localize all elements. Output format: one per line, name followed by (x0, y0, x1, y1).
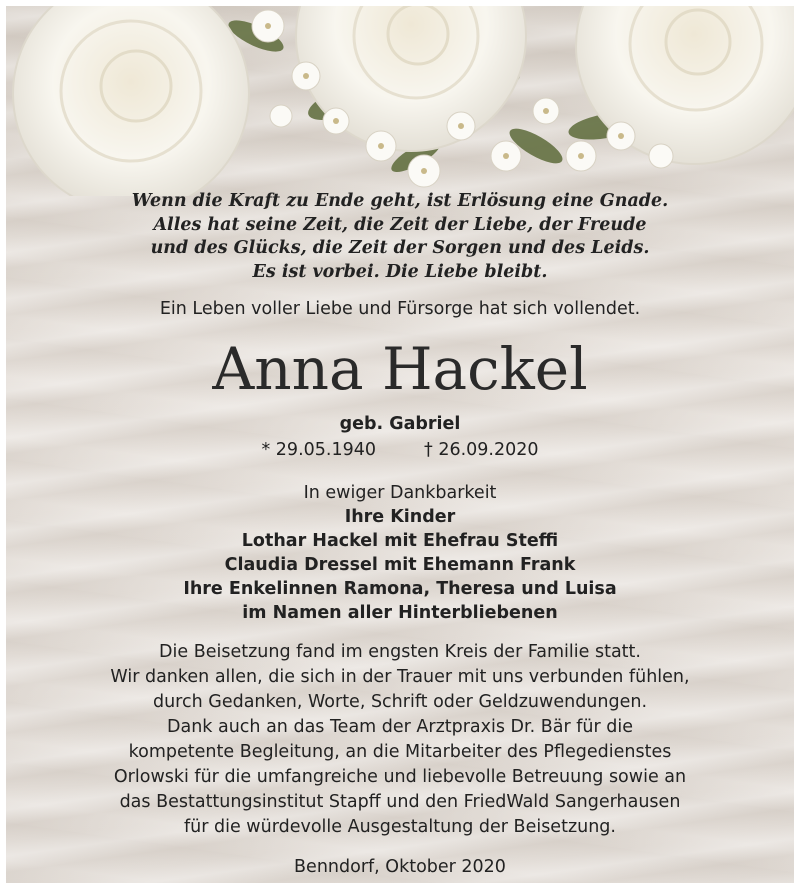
thanks-line: Dank auch an das Team der Arztpraxis Dr. Bär für die (167, 717, 633, 737)
place-and-date: Benndorf, Oktober 2020 (294, 857, 506, 877)
life-dates (6, 440, 794, 460)
thanks-line: Die Beisetzung fand im engsten Kreis der Familie statt. (159, 642, 641, 662)
mourner-line: Lothar Hackel mit Ehefrau Steffi (241, 531, 559, 551)
poem-line: Wenn die Kraft zu Ende geht, ist Erlösung eine Gnade. (131, 191, 669, 211)
mourners-block (6, 481, 794, 625)
mourner-line: Ihre Kinder (344, 507, 456, 527)
intro-text: Ein Leben voller Liebe und Fürsorge hat sich vollendet. (159, 299, 641, 319)
thanks-text (6, 640, 794, 840)
deceased-name: Anna Hackel (212, 335, 588, 403)
thanks-line: durch Gedanken, Worte, Schrift oder Geldzuwendungen. (152, 692, 648, 712)
memorial-poem (6, 190, 794, 284)
thanks-line: Wir danken allen, die sich in der Trauer mit uns verbunden fühlen, (110, 667, 690, 687)
poem-line: Alles hat seine Zeit, die Zeit der Liebe, der Freude (153, 214, 647, 235)
death-date: † 26.09.2020 (424, 440, 539, 460)
mourners-heading: In ewiger Dankbarkeit (303, 483, 497, 503)
obituary-card (6, 6, 794, 883)
thanks-line: für die würdevolle Ausgestaltung der Beisetzung. (184, 817, 616, 837)
mourner-line: im Namen aller Hinterbliebenen (242, 603, 558, 623)
poem-line: Es ist vorbei. Die Liebe bleibt. (252, 261, 548, 282)
birth-date: * 29.05.1940 (261, 440, 376, 460)
mourner-line: Claudia Dressel mit Ehemann Frank (224, 555, 576, 575)
white-roses-image (6, 6, 794, 196)
thanks-line: das Bestattungsinstitut Stapff und den FriedWald Sangerhausen (119, 792, 681, 812)
poem-line: und des Glücks, die Zeit der Sorgen und des Leids. (150, 238, 650, 258)
mourner-line: Ihre Enkelinnen Ramona, Theresa und Luisa (183, 579, 617, 599)
maiden-name: geb. Gabriel (339, 414, 461, 434)
thanks-line: kompetente Begleitung, an die Mitarbeiter des Pflegedienstes (128, 742, 672, 762)
thanks-line: Orlowski für die umfangreiche und liebevolle Betreuung sowie an (113, 767, 687, 787)
